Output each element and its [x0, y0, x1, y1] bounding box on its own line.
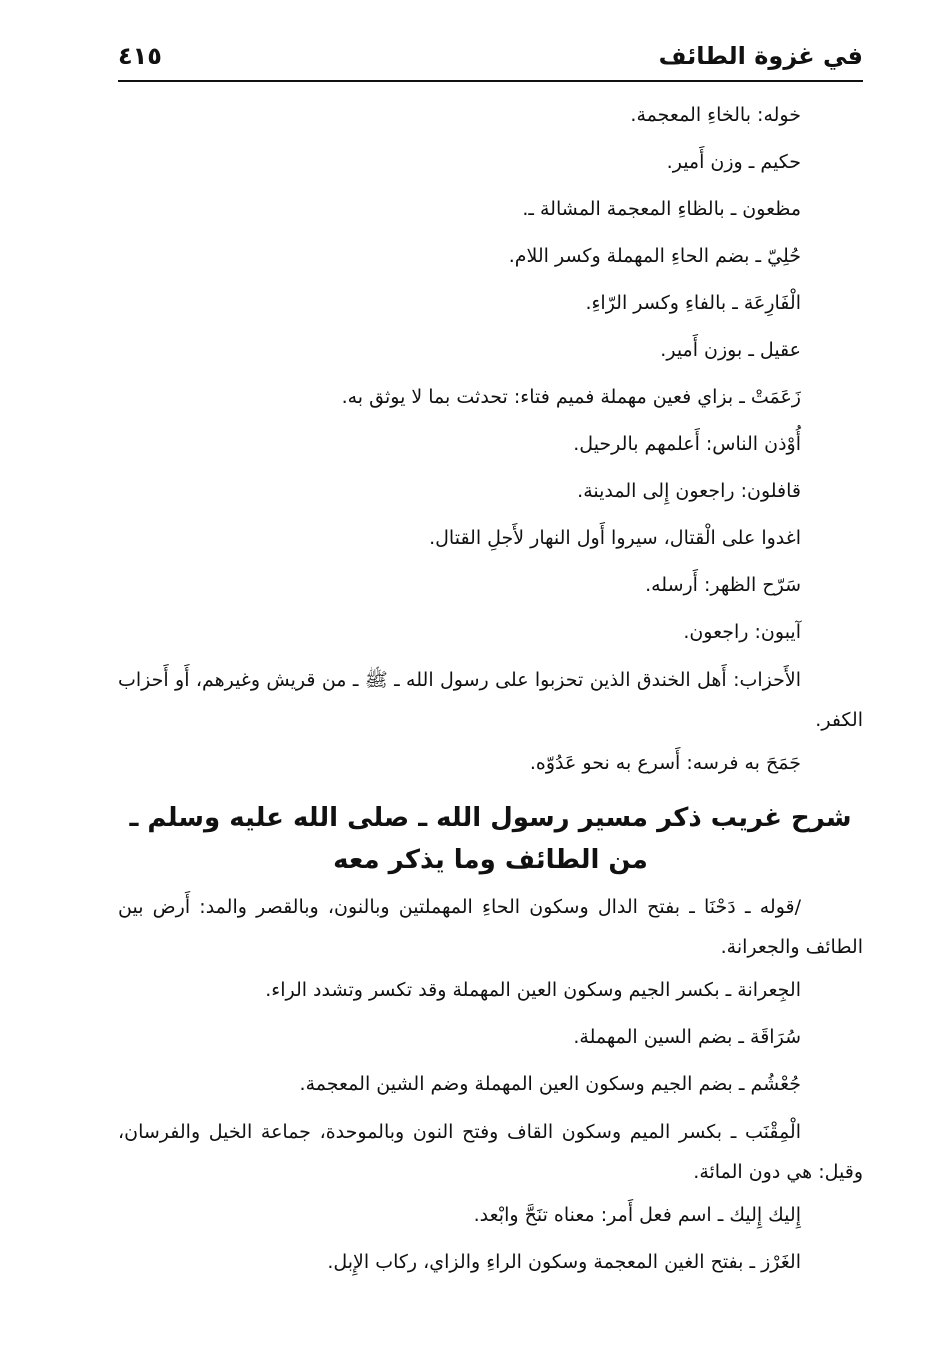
gloss-entry-miqnab: الْمِقْنَب ـ بكسر الميم وسكون القاف وفتح النون وبالموحدة، جماعة الخيل والفرسان، وقيل: هي دون المائة. — [118, 1121, 863, 1183]
gloss-entry: إِليك إِليك ـ اسم فعل أَمر: معناه تنَحَّ وابْعد. — [473, 1204, 801, 1226]
gloss-entry: جَمَحَ به فرسه: أَسرع به نحو عَدُوّه. — [529, 752, 801, 774]
gloss-entry: خوله: بالخاءِ المعجمة. — [630, 104, 801, 126]
gloss-entry-dahna: /قوله ـ دَحْنَا ـ بفتح الدال وسكون الحاءِ المهملتين وبالنون، وبالقصر والمد: أَرض بين الطائف والجعرانة. — [118, 896, 863, 958]
page-number: ٤١٥ — [118, 42, 162, 70]
gloss-entry: مظعون ـ بالظاءِ المعجمة المشالة ـ. — [522, 198, 801, 220]
gloss-entry: زَعَمَتْ ـ بزاي فعين مهملة فميم فتاء: تحدثت بما لا يوثق به. — [341, 386, 801, 408]
gloss-entry: الْفَارِعَة ـ بالفاءِ وكسر الرّاءِ. — [585, 292, 801, 314]
chapter-title: في غزوة الطائف — [658, 42, 863, 70]
gloss-entry-ahzab: الأَحزاب: أَهل الخندق الذين تحزبوا على رسول الله ـ ﷺ ـ من قريش وغيرهم، أَو أَحزاب الكفر. — [118, 669, 863, 731]
gloss-entry: الجِعرانة ـ بكسر الجيم وسكون العين المهملة وقد تكسر وتشدد الراء. — [265, 979, 801, 1001]
section-heading-line-1: شرح غريب ذكر مسير رسول الله ـ صلى الله عليه وسلم ـ — [129, 803, 852, 833]
section-heading — [118, 797, 863, 881]
body-text — [118, 92, 863, 1286]
gloss-entry: آيبون: راجعون. — [683, 621, 801, 643]
running-header — [118, 38, 863, 84]
header-rule — [118, 80, 863, 82]
gloss-entry: جُعْشُم ـ بضم الجيم وسكون العين المهملة وضم الشين المعجمة. — [299, 1073, 801, 1095]
gloss-entry: سَرّح الظهر: أَرسله. — [645, 574, 801, 596]
gloss-entry: حُلِيّ ـ بضم الحاءِ المهملة وكسر اللام. — [508, 245, 801, 267]
section-heading-line-2: من الطائف وما يذكر معه — [333, 845, 648, 875]
gloss-entry: الغَرْز ـ بفتح الغين المعجمة وسكون الراءِ والزاي، ركاب الإِبل. — [327, 1251, 801, 1273]
gloss-entry: حكيم ـ وزن أَمير. — [666, 151, 801, 173]
gloss-entry: اغدوا على الْقتال، سيروا أَول النهار لأَجلِ القتال. — [429, 527, 801, 549]
gloss-entry: أُوْذن الناس: أَعلمهم بالرحيل. — [573, 433, 801, 455]
gloss-entry: عقيل ـ بوزن أَمير. — [660, 339, 801, 361]
gloss-entry: قافلون: راجعون إِلى المدينة. — [577, 480, 801, 502]
gloss-entry: سُرَاقَة ـ بضم السين المهملة. — [573, 1026, 801, 1048]
